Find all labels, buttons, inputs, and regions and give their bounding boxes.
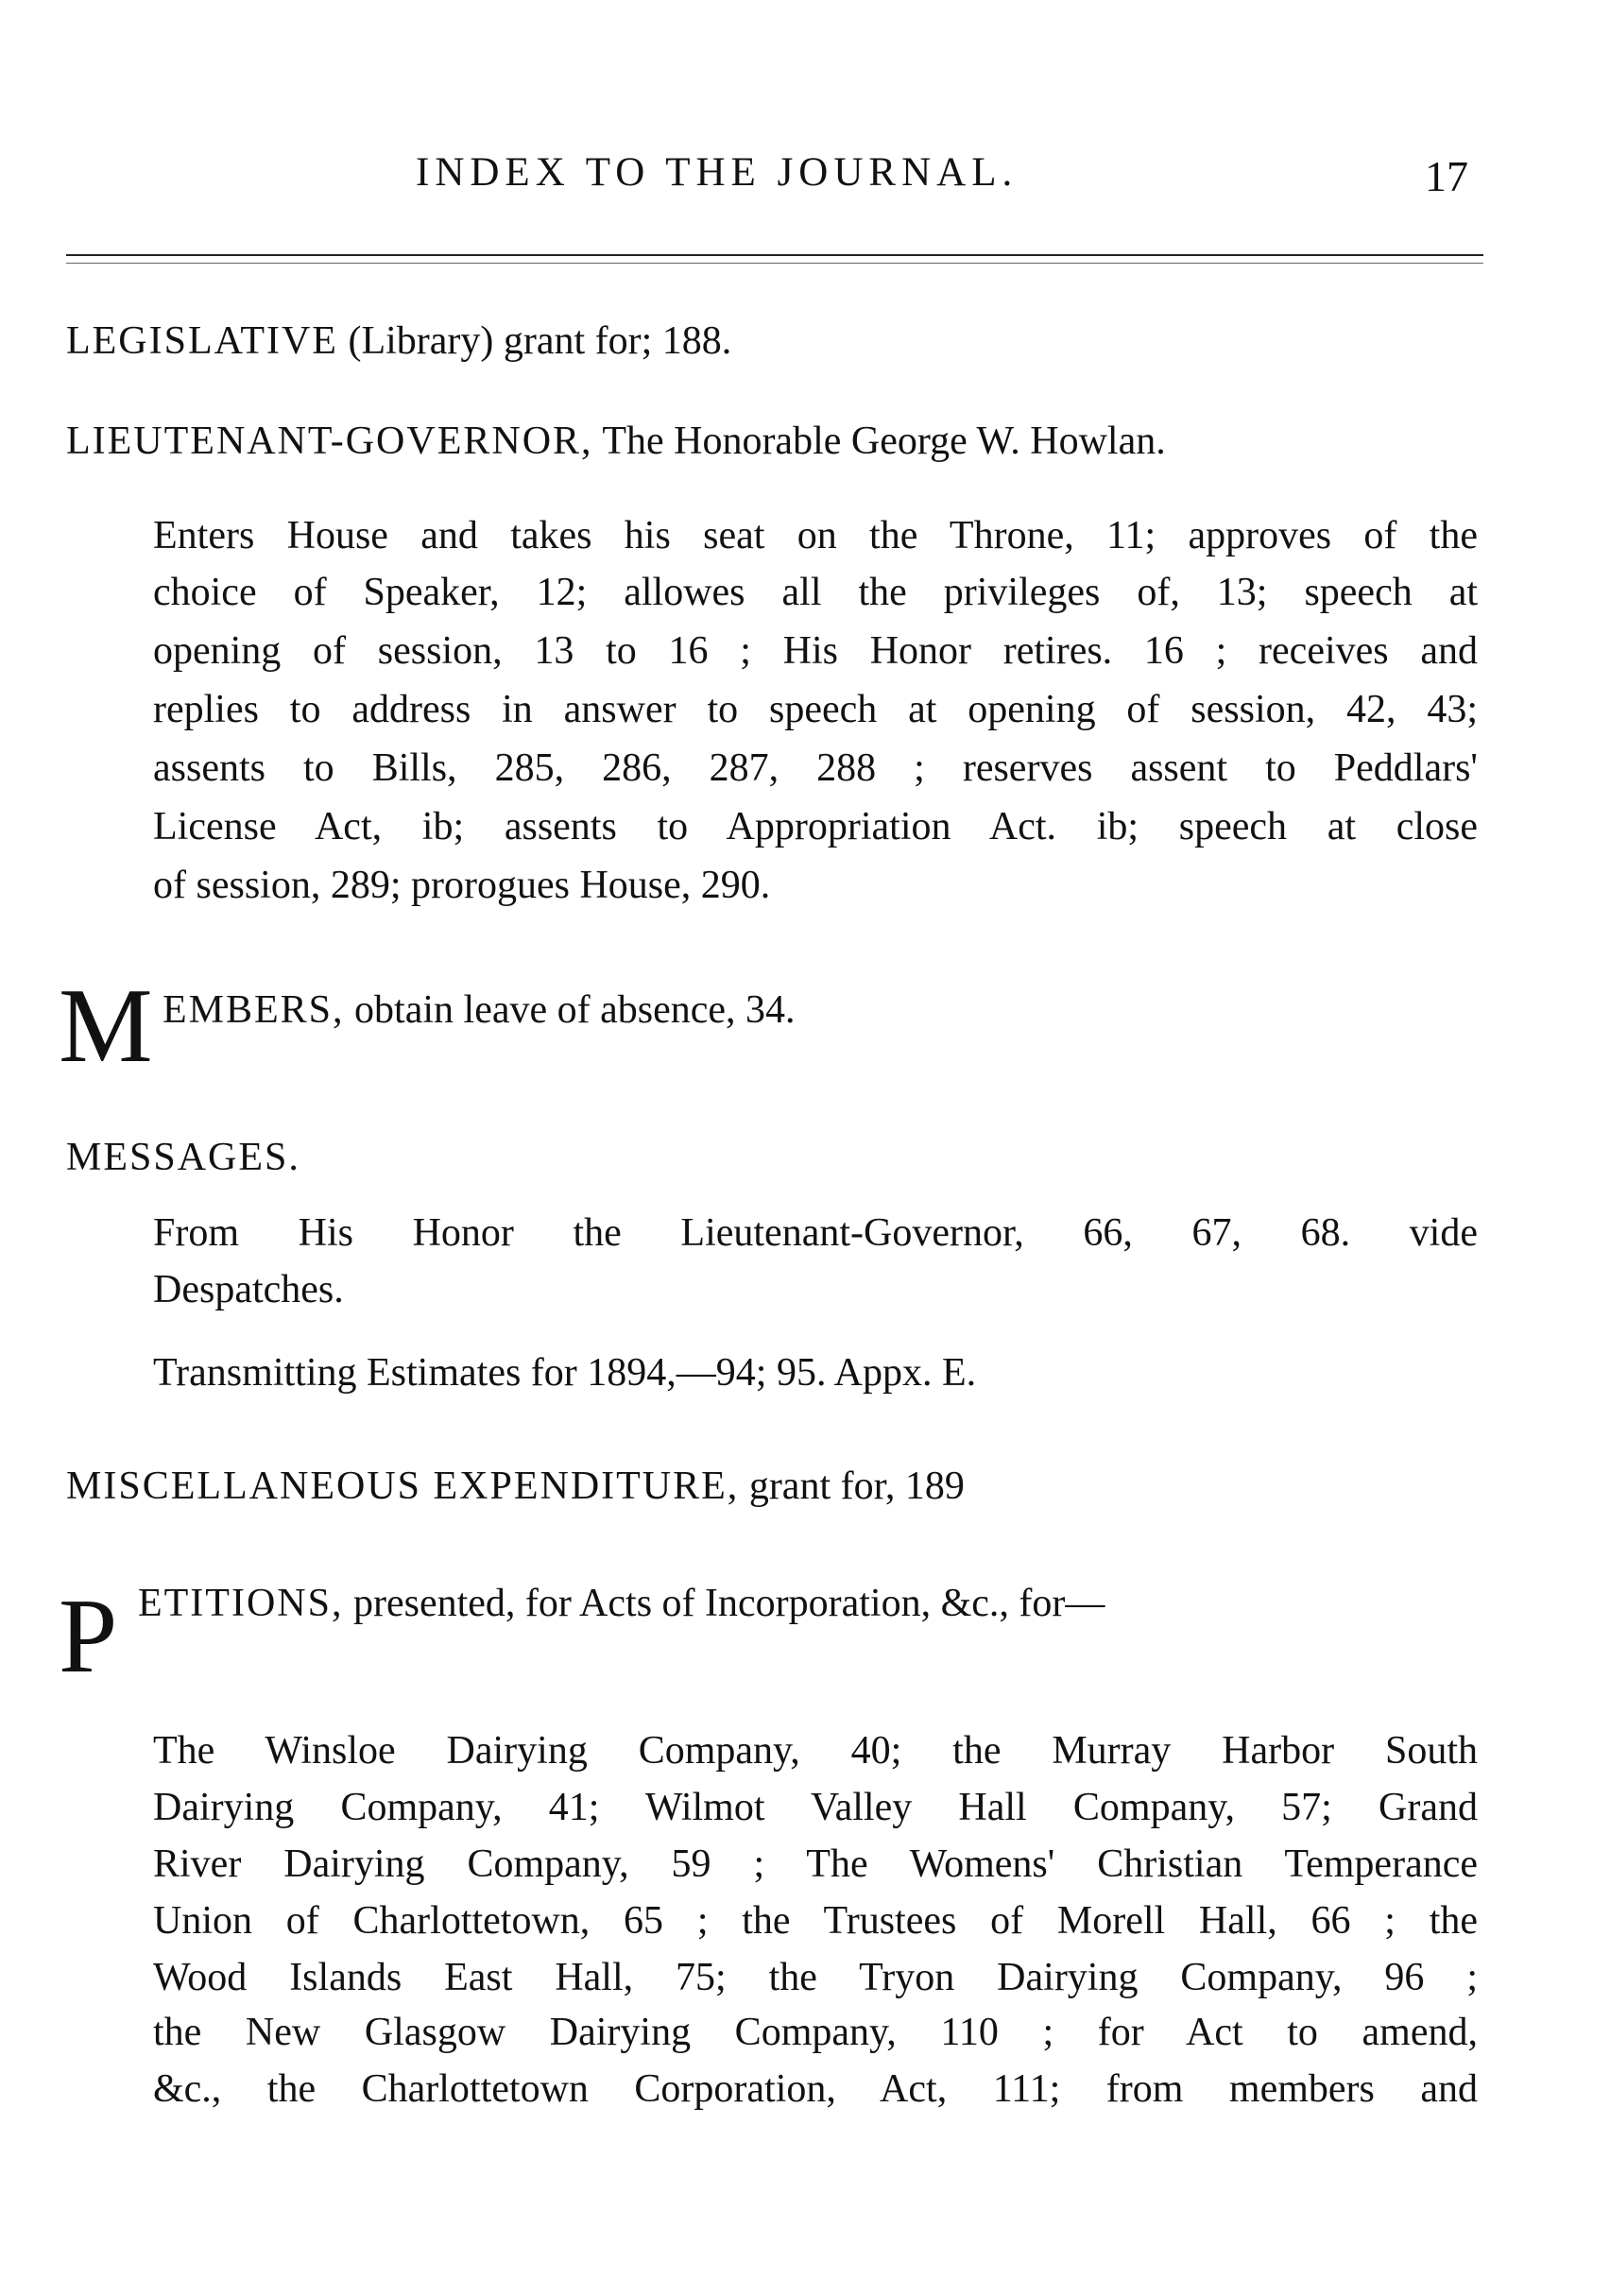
entry-body-line: Enters House and takes his seat on the Throne, 11; approves of the [153,514,1478,557]
entry-body-line: Despatches. [153,1268,344,1311]
drop-cap-m: M [59,968,153,1085]
entry-messages-heading: MESSAGES. [66,1136,300,1179]
entry-text: obtain leave of absence, 34. [354,988,796,1032]
entry-body-line: Dairying Company, 41; Wilmot Valley Hall Company, 57; Grand [153,1786,1478,1829]
running-head: INDEX TO THE JOURNAL. [416,150,1019,195]
header-rule-thin [66,263,1483,264]
entry-heading: MISCELLANEOUS EXPENDITURE, [66,1465,740,1508]
entry-body-line: &c., the Charlottetown Corporation, Act, 111; from members and [153,2067,1478,2111]
entry-heading: EMBERS, [163,988,345,1032]
entry-heading: ETITIONS, [138,1582,344,1625]
entry-heading: LEGISLATIVE [66,319,338,363]
entry-body-line: of session, 289; prorogues House, 290. [153,864,771,907]
entry-body-line: Union of Charlottetown, 65 ; the Trustees of Morell Hall, 66 ; the [153,1899,1478,1943]
entry-body-line: License Act, ib; assents to Appropriation Act. ib; speech at close [153,805,1478,848]
entry-miscellaneous [66,1466,965,1506]
entry-body-line: choice of Speaker, 12; allowes all the privileges of, 13; speech at [153,571,1478,614]
page-number: 17 [1425,152,1468,200]
entry-petitions [138,1584,1105,1623]
entry-heading: LIEUTENANT-GOVERNOR, [66,420,593,463]
entry-body-line: Wood Islands East Hall, 75; the Tryon Dairying Company, 96 ; [153,1956,1478,1999]
drop-cap-p: P [59,1578,118,1695]
entry-text: grant for, 189 [748,1465,965,1508]
entry-members [163,990,796,1030]
entry-body-line: The Winsloe Dairying Company, 40; the Murray Harbor South [153,1729,1478,1773]
entry-legislative [66,321,731,361]
entry-body-line: River Dairying Company, 59 ; The Womens' Christian Temperance [153,1842,1478,1886]
header-rule [66,254,1483,256]
entry-body-line: the New Glasgow Dairying Company, 110 ; for Act to amend, [153,2011,1478,2054]
entry-text: presented, for Acts of Incorporation, &c., for— [352,1582,1105,1625]
entry-lieutenant-governor [66,421,1166,461]
entry-body-line: assents to Bills, 285, 286, 287, 288 ; reserves assent to Peddlars' [153,746,1478,790]
entry-text: The Honorable George W. Howlan. [602,420,1166,463]
entry-body-line: From His Honor the Lieutenant-Governor, 66, 67, 68. vide [153,1211,1478,1255]
entry-text: (Library) grant for; 188. [348,319,732,363]
entry-body-line: opening of session, 13 to 16 ; His Honor retires. 16 ; receives and [153,629,1478,673]
entry-body-line: Transmitting Estimates for 1894,—94; 95. Appx. E. [153,1351,977,1395]
entry-body-line: replies to address in answer to speech at opening of session, 42, 43; [153,688,1478,731]
